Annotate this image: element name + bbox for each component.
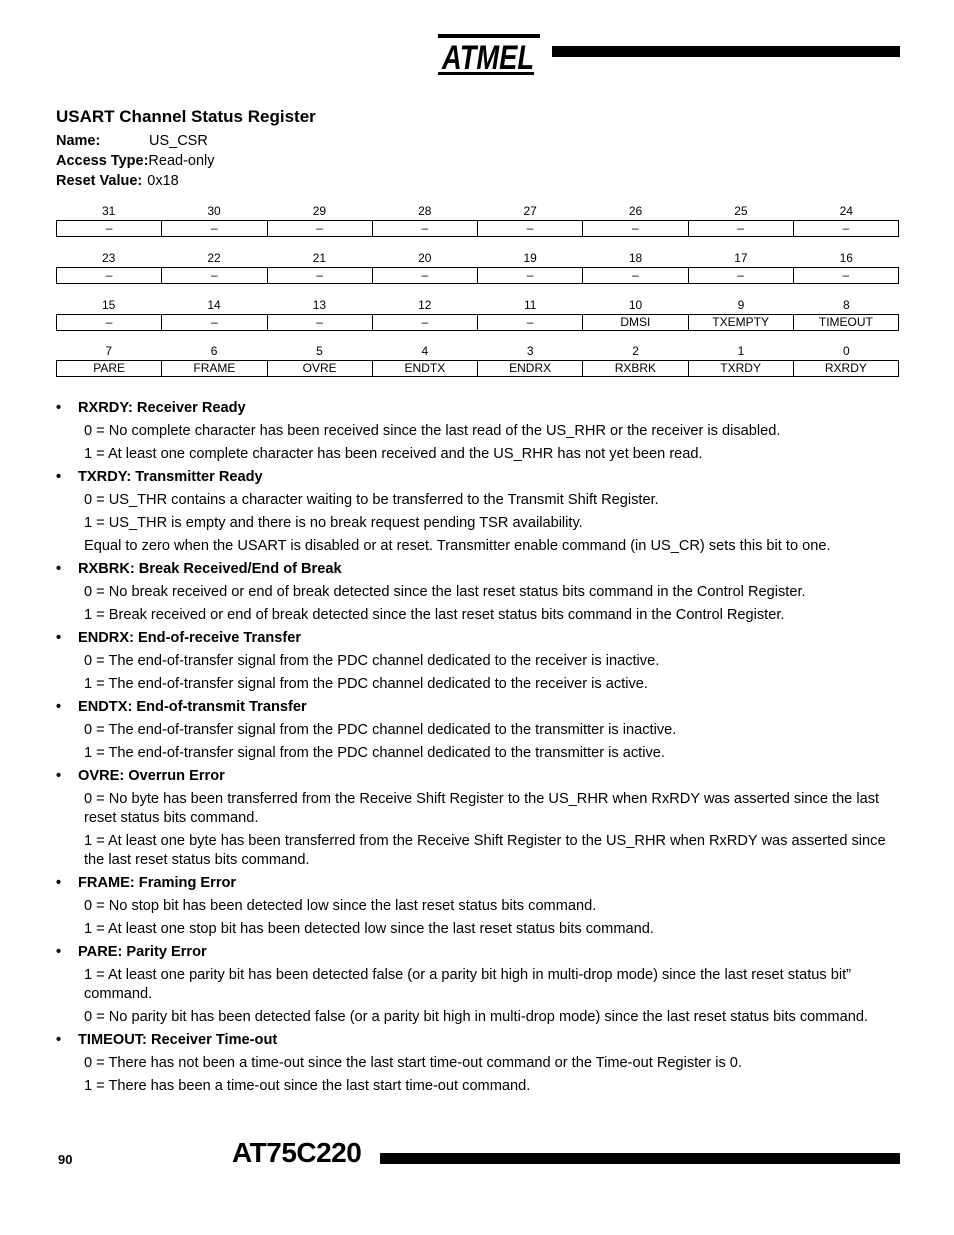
register-row-byte3 xyxy=(56,202,899,237)
bit-field: – xyxy=(582,221,687,236)
bit-number: 1 xyxy=(737,344,745,358)
bullet: • xyxy=(56,944,62,960)
item-paragraph: 0 = The end-of-transfer signal from the PDC channel dedicated to the transmitter is inactive. xyxy=(84,722,677,738)
access-label: Access Type: xyxy=(56,153,149,169)
bit-number: 21 xyxy=(312,251,327,265)
bit-field: – xyxy=(477,221,582,236)
item-paragraph: 0 = No stop bit has been detected low since the last reset status bits command. xyxy=(84,898,597,914)
bit-fields xyxy=(56,220,899,237)
bit-field: – xyxy=(267,268,372,283)
bullet: • xyxy=(56,699,62,715)
item-paragraph: 1 = US_THR is empty and there is no break request pending TSR availability. xyxy=(84,515,583,531)
bit-field: ENDTX xyxy=(372,361,477,376)
bit-number: 5 xyxy=(316,344,323,358)
item-paragraph: 0 = No byte has been transferred from the Receive Shift Register to the US_RHR when RxRDY was asserted since the last reset status bits command. xyxy=(84,791,880,826)
bit-fields xyxy=(56,267,899,284)
bit-number: 15 xyxy=(102,298,116,312)
register-row-byte2 xyxy=(56,249,899,284)
bit-fields xyxy=(56,314,899,331)
item-paragraph: 1 = Break received or end of break detected since the last reset status bits command in the Control Register. xyxy=(84,607,785,623)
bit-number: 9 xyxy=(737,298,745,312)
bit-number: 7 xyxy=(105,344,113,358)
name-label: Name: xyxy=(56,133,101,149)
item-paragraph: 0 = No break received or end of break detected since the last reset status bits command in the Control Register. xyxy=(84,584,806,600)
register-row-byte0 xyxy=(56,342,899,377)
bit-number: 14 xyxy=(207,298,221,312)
bit-field: – xyxy=(161,268,266,283)
bit-number: 26 xyxy=(628,204,643,218)
bit-field: – xyxy=(372,221,477,236)
item-title-text: TIMEOUT: Receiver Time-out xyxy=(78,1032,278,1048)
item-title-rxbrk xyxy=(56,560,900,579)
bit-number: 25 xyxy=(734,204,748,218)
bit-field: PARE xyxy=(93,361,126,375)
item-paragraph: 1 = At least one parity bit has been detected false (or a parity bit high in multi-drop mode) since the last reset status bit” command. xyxy=(84,967,851,1002)
item-paragraph: 1 = At least one byte has been transferred from the Receive Shift Register to the US_RHR when RxRDY was asserted since the last reset status bits command. xyxy=(84,833,886,868)
bit-number: 29 xyxy=(312,204,327,218)
bit-numbers xyxy=(56,296,899,314)
bullet: • xyxy=(56,400,62,416)
footer-rule xyxy=(380,1153,900,1164)
bit-field: – xyxy=(267,315,372,330)
item-paragraph: 1 = The end-of-transfer signal from the PDC channel dedicated to the receiver is active. xyxy=(84,676,648,692)
page-number: 90 xyxy=(58,1152,73,1167)
bit-field: – xyxy=(372,315,477,330)
access-value: Read-only xyxy=(148,153,215,169)
bit-number: 6 xyxy=(210,344,218,358)
item-paragraph: Equal to zero when the USART is disabled or at reset. Transmitter enable command (in US_CR) sets this bit to one. xyxy=(84,538,831,554)
bit-number: 10 xyxy=(628,298,643,312)
bit-number: 16 xyxy=(839,251,853,265)
bullet: • xyxy=(56,875,62,891)
item-title-rxrdy xyxy=(56,399,900,418)
bit-field: – xyxy=(105,221,113,235)
bit-number: 4 xyxy=(421,344,429,358)
bullet: • xyxy=(56,768,62,784)
bit-number: 0 xyxy=(842,344,850,358)
bit-numbers xyxy=(56,342,899,360)
bit-number: 8 xyxy=(842,298,850,312)
item-paragraph: 1 = At least one complete character has been received and the US_RHR has not yet been read. xyxy=(84,446,703,462)
bit-number: 27 xyxy=(523,204,537,218)
item-paragraph: 0 = No complete character has been received since the last read of the US_RHR or the receiver is disabled. xyxy=(84,423,781,439)
item-paragraph: 1 = There has been a time-out since the last start time-out command. xyxy=(84,1078,531,1094)
header-rule xyxy=(552,46,900,57)
bit-field: ENDRX xyxy=(477,361,582,376)
meta-reset xyxy=(56,173,179,189)
item-title-txrdy xyxy=(56,468,900,487)
bit-field: – xyxy=(688,221,793,236)
bit-field: FRAME xyxy=(161,361,266,376)
bit-number: 30 xyxy=(207,204,221,218)
reset-label: Reset Value: xyxy=(56,173,143,189)
bit-numbers xyxy=(56,202,899,220)
bit-field: – xyxy=(688,268,793,283)
bullet: • xyxy=(56,630,62,646)
bit-field: DMSI xyxy=(582,315,687,330)
section-title: USART Channel Status Register xyxy=(56,107,316,126)
bit-field: – xyxy=(161,315,266,330)
bit-field: TXEMPTY xyxy=(688,315,793,330)
bit-field: – xyxy=(372,268,477,283)
bit-number: 12 xyxy=(418,298,432,312)
doc-title: AT75C220 xyxy=(232,1137,362,1168)
bit-field: – xyxy=(582,268,687,283)
bit-numbers xyxy=(56,249,899,267)
item-title-endtx xyxy=(56,698,900,717)
bit-descriptions xyxy=(56,395,900,1100)
bit-field: – xyxy=(793,221,898,236)
bullet: • xyxy=(56,561,62,577)
item-paragraph: 1 = At least one stop bit has been detected low since the last reset status bits command. xyxy=(84,921,654,937)
item-title-pare xyxy=(56,943,900,962)
item-title-text: TXRDY: Transmitter Ready xyxy=(78,469,263,485)
bit-number: 28 xyxy=(418,204,432,218)
bullet: • xyxy=(56,469,62,485)
meta-access xyxy=(56,153,215,169)
item-title-text: PARE: Parity Error xyxy=(78,944,207,960)
bit-number: 22 xyxy=(207,251,221,265)
item-title-ovre xyxy=(56,767,900,786)
item-title-text: RXRDY: Receiver Ready xyxy=(78,400,246,416)
bit-number: 13 xyxy=(312,298,327,312)
atmel-logo xyxy=(438,28,540,78)
bit-number: 2 xyxy=(632,344,639,358)
item-title-frame xyxy=(56,874,900,893)
item-paragraph: 0 = The end-of-transfer signal from the PDC channel dedicated to the receiver is inactive. xyxy=(84,653,660,669)
item-paragraph: 1 = The end-of-transfer signal from the PDC channel dedicated to the transmitter is active. xyxy=(84,745,665,761)
bit-field: – xyxy=(105,268,113,282)
bit-field: TXRDY xyxy=(688,361,793,376)
bit-field: TIMEOUT xyxy=(793,315,898,330)
bit-number: 11 xyxy=(523,298,537,312)
bit-field: – xyxy=(105,315,113,329)
bit-field: – xyxy=(477,315,582,330)
svg-text:ATMEL: ATMEL xyxy=(441,39,534,77)
bit-number: 24 xyxy=(839,204,853,218)
bit-field: – xyxy=(267,221,372,236)
bit-number: 18 xyxy=(628,251,643,265)
item-paragraph: 0 = US_THR contains a character waiting to be transferred to the Transmit Shift Register. xyxy=(84,492,659,508)
bit-field: OVRE xyxy=(267,361,372,376)
item-title-text: OVRE: Overrun Error xyxy=(78,768,225,784)
bit-field: – xyxy=(477,268,582,283)
reset-value: 0x18 xyxy=(147,173,179,189)
bit-number: 31 xyxy=(102,204,116,218)
bit-number: 23 xyxy=(102,251,116,265)
register-row-byte1 xyxy=(56,296,899,331)
bit-field: – xyxy=(793,268,898,283)
bit-number: 20 xyxy=(418,251,432,265)
item-title-text: ENDTX: End-of-transmit Transfer xyxy=(78,699,307,715)
item-title-text: ENDRX: End-of-receive Transfer xyxy=(78,630,302,646)
bit-field: RXBRK xyxy=(582,361,687,376)
bullet: • xyxy=(56,1032,62,1048)
item-title-text: RXBRK: Break Received/End of Break xyxy=(78,561,342,577)
bit-field: RXRDY xyxy=(793,361,898,376)
item-title-endrx xyxy=(56,629,900,648)
bit-field: – xyxy=(161,221,266,236)
bit-number: 3 xyxy=(526,344,534,358)
bit-fields xyxy=(56,360,899,377)
bit-number: 17 xyxy=(734,251,748,265)
item-paragraph: 0 = No parity bit has been detected false (or a parity bit high in multi-drop mode) since the last reset status bits command. xyxy=(84,1009,868,1025)
item-title-text: FRAME: Framing Error xyxy=(78,875,237,891)
item-paragraph: 0 = There has not been a time-out since the last start time-out command or the Time-out Register is 0. xyxy=(84,1055,742,1071)
bit-number: 19 xyxy=(523,251,537,265)
name-value: US_CSR xyxy=(149,133,208,149)
meta-name xyxy=(56,133,208,149)
item-title-timeout xyxy=(56,1031,900,1050)
